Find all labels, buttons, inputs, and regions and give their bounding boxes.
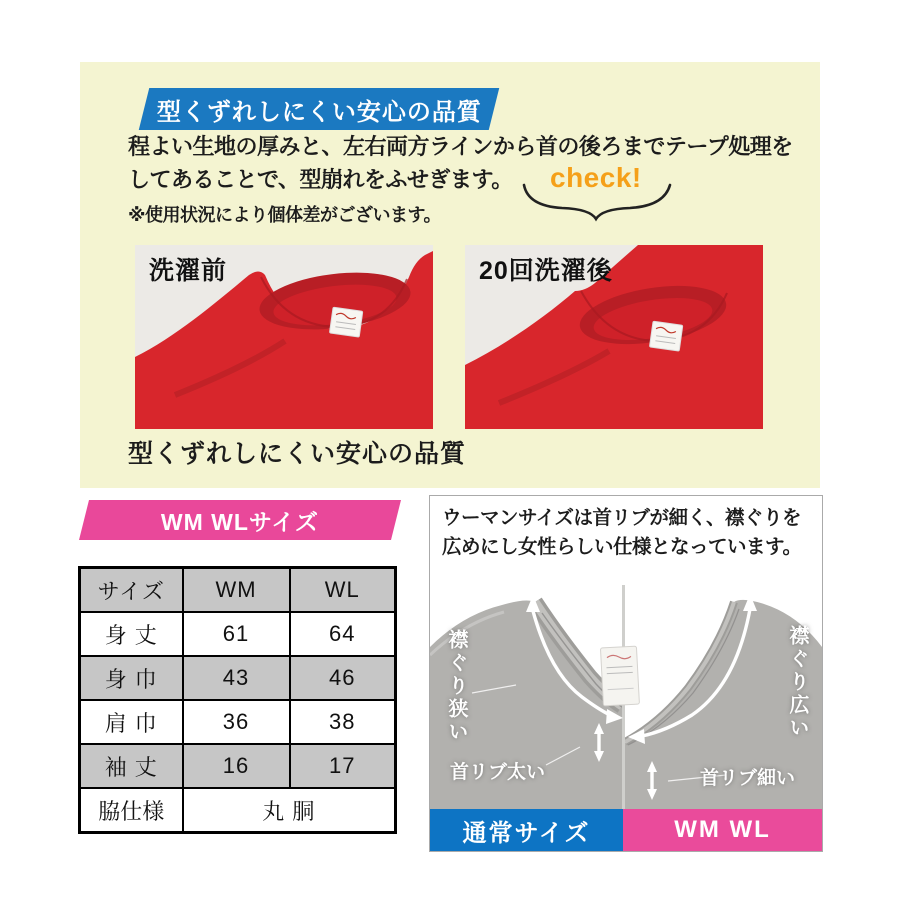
neck-narrow-label: 襟ぐり狭い bbox=[445, 629, 467, 744]
normal-size-bar-label: 通常サイズ bbox=[462, 819, 591, 847]
rib-thick-label: 首リブ太い bbox=[450, 762, 546, 783]
table-row bbox=[80, 700, 396, 744]
footer-label: 脇仕様 bbox=[80, 788, 183, 833]
row-wm-value: 16 bbox=[183, 744, 290, 788]
check-label: check! bbox=[550, 162, 642, 193]
wm-wl-bar-label: WM WL bbox=[674, 816, 771, 843]
quality-ribbon bbox=[139, 88, 499, 130]
photo-after-wash bbox=[465, 245, 763, 429]
neck-wide-label: 襟ぐり広い bbox=[786, 625, 808, 740]
table-row bbox=[80, 612, 396, 656]
quality-description bbox=[128, 130, 793, 196]
size-table-header-wm: WM bbox=[183, 568, 290, 613]
row-wl-value: 17 bbox=[290, 744, 396, 788]
row-wl-value: 38 bbox=[290, 700, 396, 744]
row-wl-value: 46 bbox=[290, 656, 396, 700]
row-label: 身 巾 bbox=[80, 656, 183, 700]
woman-size-panel bbox=[429, 495, 823, 852]
wm-wl-bar bbox=[623, 809, 822, 851]
size-ribbon-label: WM WLサイズ bbox=[160, 508, 320, 535]
woman-description bbox=[442, 504, 801, 562]
woman-description-line1: ウーマンサイズは首リブが細く、襟ぐりを bbox=[442, 507, 802, 529]
row-wm-value: 43 bbox=[183, 656, 290, 700]
rib-thin-label: 首リブ細い bbox=[700, 768, 796, 789]
woman-description-line2: 広めにし女性らしい仕様となっています。 bbox=[442, 536, 802, 558]
size-table-header-size: サイズ bbox=[80, 568, 183, 613]
quality-ribbon-label: 型くずれしにくい安心の品質 bbox=[156, 98, 482, 126]
row-label: 袖 丈 bbox=[80, 744, 183, 788]
table-row bbox=[80, 656, 396, 700]
size-table-header-row bbox=[80, 568, 396, 613]
photo-before-label: 洗濯前 bbox=[149, 257, 228, 285]
table-footer-row bbox=[80, 788, 396, 833]
quality-caption: 型くずれしにくい安心の品質 bbox=[128, 440, 467, 468]
quality-description-line2: してあることで、型崩れをふせぎます。 bbox=[128, 167, 513, 192]
size-table bbox=[78, 566, 397, 834]
row-label: 肩 巾 bbox=[80, 700, 183, 744]
row-wm-value: 61 bbox=[183, 612, 290, 656]
collar-compare-photo bbox=[430, 585, 822, 809]
photo-after-label: 20回洗濯後 bbox=[479, 257, 613, 285]
row-wl-value: 64 bbox=[290, 612, 396, 656]
normal-size-bar bbox=[430, 809, 623, 851]
quality-panel bbox=[80, 62, 820, 488]
size-ribbon bbox=[79, 500, 401, 540]
table-row bbox=[80, 744, 396, 788]
quality-note: ※使用状況により個体差がございます。 bbox=[128, 205, 442, 225]
row-wm-value: 36 bbox=[183, 700, 290, 744]
footer-value: 丸 胴 bbox=[183, 788, 396, 833]
size-table-header-wl: WL bbox=[290, 568, 396, 613]
row-label: 身 丈 bbox=[80, 612, 183, 656]
check-brace-icon bbox=[518, 182, 678, 222]
quality-description-line1: 程よい生地の厚みと、左右両方ラインから首の後ろまでテープ処理を bbox=[128, 134, 793, 159]
photo-before-wash bbox=[135, 245, 433, 429]
